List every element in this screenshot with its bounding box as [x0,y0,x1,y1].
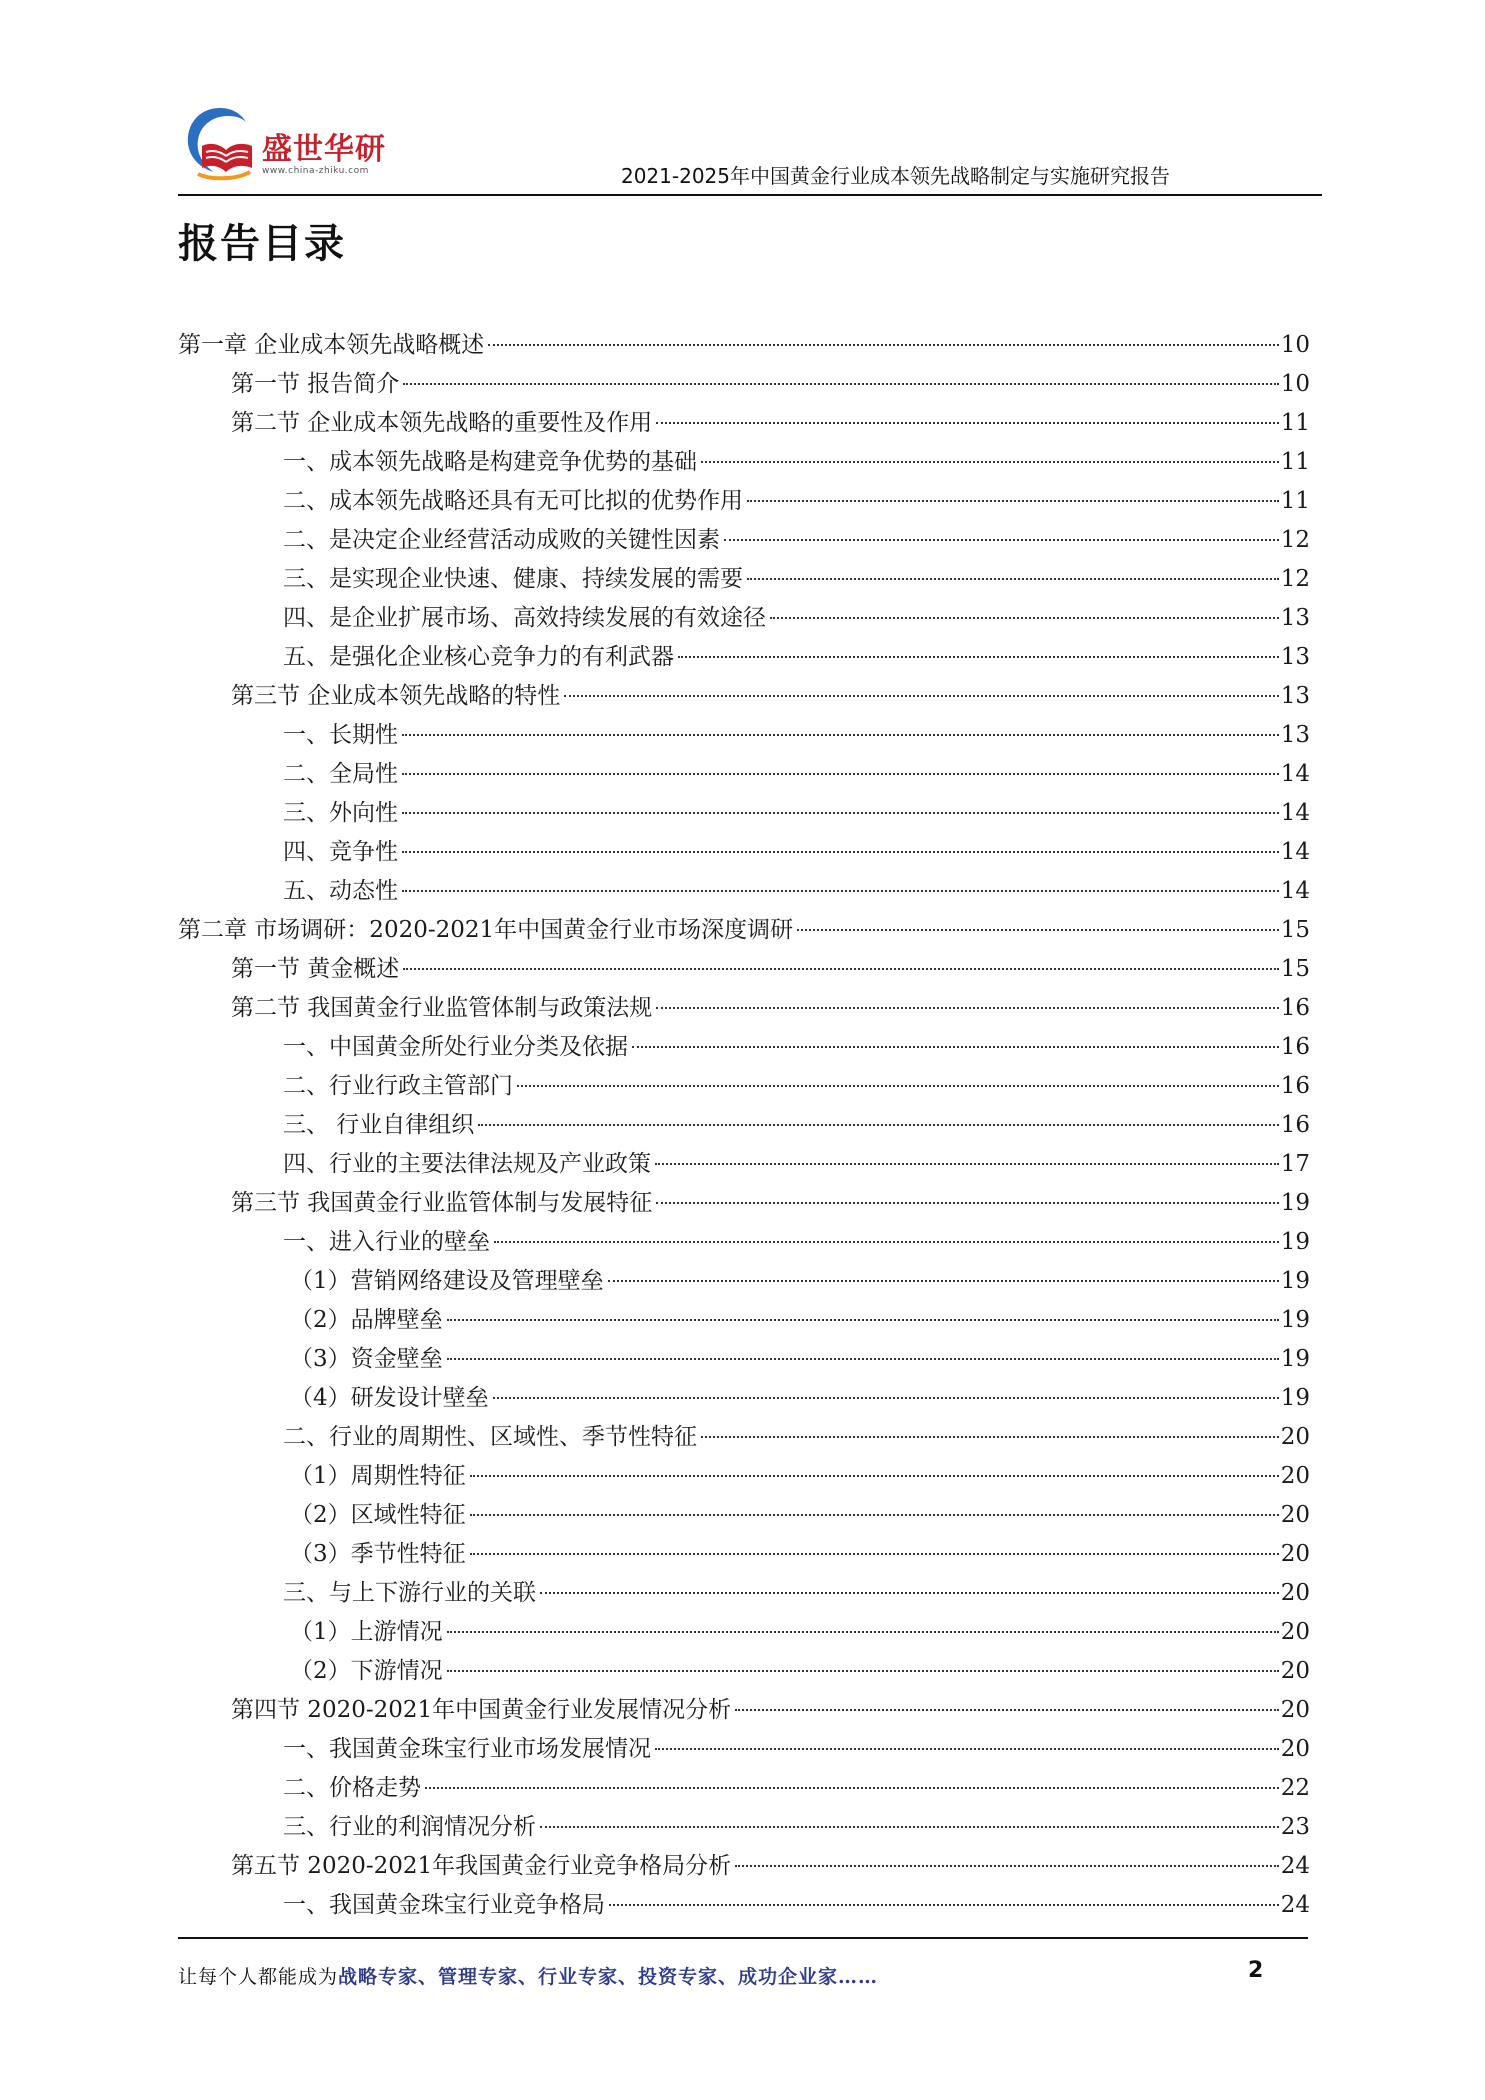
toc-entry-page: 11 [1280,410,1310,436]
toc-entry[interactable] [178,482,1310,521]
toc-entry-label: 第一节 报告简介 [231,371,400,397]
slogan-prefix: 让每个人都能成为 [178,1966,339,1988]
toc-entry[interactable] [178,1145,1310,1184]
toc-entry[interactable] [178,1223,1310,1262]
toc-entry-page: 13 [1280,605,1310,631]
toc-dot-leader [540,1592,1279,1594]
toc-dot-leader [478,1124,1278,1126]
toc-entry[interactable] [178,1106,1310,1145]
toc-entry-page: 19 [1280,1268,1310,1294]
toc-entry-page: 11 [1280,449,1310,475]
toc-entry-label: 一、我国黄金珠宝行业市场发展情况 [283,1736,651,1762]
toc-entry[interactable] [178,1652,1310,1691]
toc-entry-page: 14 [1280,761,1310,787]
toc-entry-page: 23 [1280,1814,1310,1840]
toc-entry[interactable] [178,1340,1310,1379]
toc-entry[interactable] [178,1457,1310,1496]
toc-entry[interactable] [178,1418,1310,1457]
header-divider [178,194,1322,196]
toc-entry-label: 第四节 2020-2021年中国黄金行业发展情况分析 [231,1697,732,1723]
toc-entry-page: 15 [1280,917,1310,943]
toc-entry[interactable] [178,716,1310,755]
toc-entry[interactable] [178,1769,1310,1808]
toc-entry-label: （2）区域性特征 [290,1502,466,1528]
toc-entry-page: 22 [1280,1775,1310,1801]
table-of-contents [178,326,1310,1925]
toc-entry-page: 10 [1280,371,1310,397]
toc-entry-page: 14 [1280,800,1310,826]
toc-entry[interactable] [178,560,1310,599]
toc-dot-leader [493,1397,1279,1399]
page-header [180,100,1320,196]
toc-entry[interactable] [178,1613,1310,1652]
page-number: 2 [1248,1958,1264,1983]
toc-entry-page: 17 [1280,1151,1310,1177]
toc-entry-page: 20 [1280,1619,1310,1645]
toc-dot-leader [678,656,1279,658]
toc-dot-leader [447,1670,1279,1672]
toc-entry-label: 二、成本领先战略还具有无可比拟的优势作用 [283,488,743,514]
toc-dot-leader [447,1358,1279,1360]
brand-logo [180,100,410,190]
toc-dot-leader [724,539,1279,541]
toc-entry-page: 11 [1280,488,1310,514]
toc-entry[interactable] [178,1574,1310,1613]
toc-entry-label: 第二节 我国黄金行业监管体制与政策法规 [231,995,653,1021]
toc-entry-page: 16 [1280,1073,1310,1099]
toc-entry[interactable] [178,1496,1310,1535]
toc-entry-label: 一、长期性 [283,722,398,748]
toc-entry-page: 24 [1280,1853,1310,1879]
toc-entry-label: （4）研发设计壁垒 [290,1385,489,1411]
toc-entry[interactable] [178,1067,1310,1106]
toc-entry-page: 20 [1280,1580,1310,1606]
toc-entry-label: （2）下游情况 [290,1658,443,1684]
toc-entry-label: （1）周期性特征 [290,1463,466,1489]
toc-entry-page: 16 [1280,1112,1310,1138]
brand-url: www.china-zhiku.com [262,166,369,176]
toc-entry-label: 三、是实现企业快速、健康、持续发展的需要 [283,566,743,592]
toc-dot-leader [540,1826,1279,1828]
toc-entry-label: 三、行业的利润情况分析 [283,1814,536,1840]
toc-entry-page: 19 [1280,1229,1310,1255]
toc-entry-page: 19 [1280,1346,1310,1372]
toc-entry-label: 第三节 企业成本领先战略的特性 [231,683,561,709]
toc-entry[interactable] [178,521,1310,560]
toc-entry-page: 12 [1280,566,1310,592]
slogan-accent: 战略专家、管理专家、行业专家、投资专家、成功企业家…… [338,1966,879,1988]
toc-entry[interactable] [178,794,1310,833]
footer-slogan [178,1962,878,1989]
toc-entry[interactable] [178,833,1310,872]
toc-dot-leader [402,734,1279,736]
toc-entry-page: 19 [1280,1307,1310,1333]
toc-dot-leader [402,812,1279,814]
toc-dot-leader [564,695,1278,697]
toc-dot-leader [632,1046,1279,1048]
toc-entry-page: 20 [1280,1502,1310,1528]
toc-entry-page: 20 [1280,1541,1310,1567]
toc-dot-leader [517,1085,1279,1087]
toc-entry-page: 13 [1280,722,1310,748]
toc-entry-label: （2）品牌壁垒 [290,1307,443,1333]
toc-dot-leader [494,1241,1279,1243]
toc-dot-leader [470,1475,1279,1477]
toc-entry-page: 20 [1280,1697,1310,1723]
toc-entry[interactable] [178,677,1310,716]
toc-entry-label: 一、进入行业的壁垒 [283,1229,490,1255]
toc-entry-label: 三、 行业自律组织 [283,1112,475,1138]
toc-entry-label: 一、中国黄金所处行业分类及依据 [283,1034,628,1060]
toc-entry-label: 二、价格走势 [283,1775,421,1801]
toc-entry[interactable] [178,950,1310,989]
toc-entry[interactable] [178,1847,1310,1886]
toc-entry[interactable] [178,989,1310,1028]
toc-dot-leader [447,1631,1279,1633]
toc-entry[interactable] [178,326,1310,365]
toc-entry[interactable] [178,404,1310,443]
toc-entry[interactable] [178,1730,1310,1769]
toc-entry-page: 24 [1280,1892,1310,1918]
toc-entry-label: （3）季节性特征 [290,1541,466,1567]
toc-entry[interactable] [178,755,1310,794]
toc-dot-leader [425,1787,1279,1789]
toc-entry-label: 一、我国黄金珠宝行业竞争格局 [283,1892,605,1918]
brand-name: 盛世华研 [262,132,386,167]
toc-dot-leader [402,890,1279,892]
toc-entry-label: 第一章 企业成本领先战略概述 [178,332,485,358]
toc-entry-page: 16 [1280,995,1310,1021]
toc-entry[interactable] [178,911,1310,950]
toc-entry-page: 20 [1280,1736,1310,1762]
toc-dot-leader [470,1514,1279,1516]
toc-dot-leader [656,422,1278,424]
toc-entry[interactable] [178,1535,1310,1574]
toc-dot-leader [797,929,1279,931]
toc-entry[interactable] [178,638,1310,677]
toc-entry-label: 四、行业的主要法律法规及产业政策 [283,1151,651,1177]
toc-entry-label: 三、与上下游行业的关联 [283,1580,536,1606]
toc-entry-label: 二、是决定企业经营活动成败的关键性因素 [283,527,720,553]
toc-entry-label: 三、外向性 [283,800,398,826]
toc-entry-label: 第二节 企业成本领先战略的重要性及作用 [231,410,653,436]
toc-entry[interactable] [178,1808,1310,1847]
toc-dot-leader [655,1163,1279,1165]
toc-dot-leader [735,1709,1279,1711]
toc-entry-page: 19 [1280,1190,1310,1216]
toc-entry-page: 19 [1280,1385,1310,1411]
toc-dot-leader [470,1553,1279,1555]
toc-entry[interactable] [178,872,1310,911]
toc-entry-label: 五、是强化企业核心竞争力的有利武器 [283,644,674,670]
toc-entry[interactable] [178,1028,1310,1067]
toc-dot-leader [701,1436,1279,1438]
report-title: 2021-2025年中国黄金行业成本领先战略制定与实施研究报告 [620,164,1170,188]
toc-dot-leader [747,578,1279,580]
toc-entry-label: 二、行业的周期性、区域性、季节性特征 [283,1424,697,1450]
toc-entry-page: 13 [1280,644,1310,670]
toc-entry-label: （1）营销网络建设及管理壁垒 [290,1268,604,1294]
toc-entry[interactable] [178,1691,1310,1730]
toc-entry[interactable] [178,599,1310,638]
toc-entry-label: 四、竞争性 [283,839,398,865]
toc-dot-leader [403,383,1278,385]
toc-entry-page: 15 [1280,956,1310,982]
toc-entry-label: 二、全局性 [283,761,398,787]
toc-dot-leader [735,1865,1279,1867]
toc-entry-page: 14 [1280,878,1310,904]
toc-dot-leader [701,461,1279,463]
toc-dot-leader [656,1007,1278,1009]
toc-dot-leader [447,1319,1279,1321]
toc-dot-leader [655,1748,1279,1750]
toc-entry-label: 五、动态性 [283,878,398,904]
toc-entry-page: 12 [1280,527,1310,553]
toc-entry-page: 16 [1280,1034,1310,1060]
book-logo-icon [180,102,260,186]
toc-entry-label: 二、行业行政主管部门 [283,1073,513,1099]
toc-dot-leader [609,1904,1279,1906]
toc-entry-label: 一、成本领先战略是构建竞争优势的基础 [283,449,697,475]
toc-dot-leader [656,1202,1278,1204]
toc-entry[interactable] [178,1886,1310,1925]
toc-entry-label: 第一节 黄金概述 [231,956,400,982]
toc-entry[interactable] [178,1379,1310,1418]
footer-divider [178,1937,1308,1939]
toc-dot-leader [488,344,1278,346]
toc-entry-label: 四、是企业扩展市场、高效持续发展的有效途径 [283,605,766,631]
toc-entry-label: 第三节 我国黄金行业监管体制与发展特征 [231,1190,653,1216]
toc-dot-leader [402,773,1279,775]
toc-entry-label: 第五节 2020-2021年我国黄金行业竞争格局分析 [231,1853,732,1879]
page-title: 报告目录 [178,221,346,267]
toc-entry-page: 20 [1280,1658,1310,1684]
toc-entry[interactable] [178,1301,1310,1340]
toc-entry-label: 第二章 市场调研：2020-2021年中国黄金行业市场深度调研 [178,917,794,943]
toc-dot-leader [747,500,1279,502]
toc-entry[interactable] [178,443,1310,482]
toc-entry[interactable] [178,1184,1310,1223]
toc-entry-label: （1）上游情况 [290,1619,443,1645]
toc-dot-leader [402,851,1279,853]
toc-entry[interactable] [178,1262,1310,1301]
toc-entry-label: （3）资金壁垒 [290,1346,443,1372]
toc-dot-leader [403,968,1278,970]
toc-entry-page: 14 [1280,839,1310,865]
toc-entry[interactable] [178,365,1310,404]
toc-entry-page: 10 [1280,332,1310,358]
toc-dot-leader [608,1280,1279,1282]
toc-entry-page: 20 [1280,1463,1310,1489]
toc-dot-leader [770,617,1279,619]
toc-entry-page: 13 [1280,683,1310,709]
toc-entry-page: 20 [1280,1424,1310,1450]
